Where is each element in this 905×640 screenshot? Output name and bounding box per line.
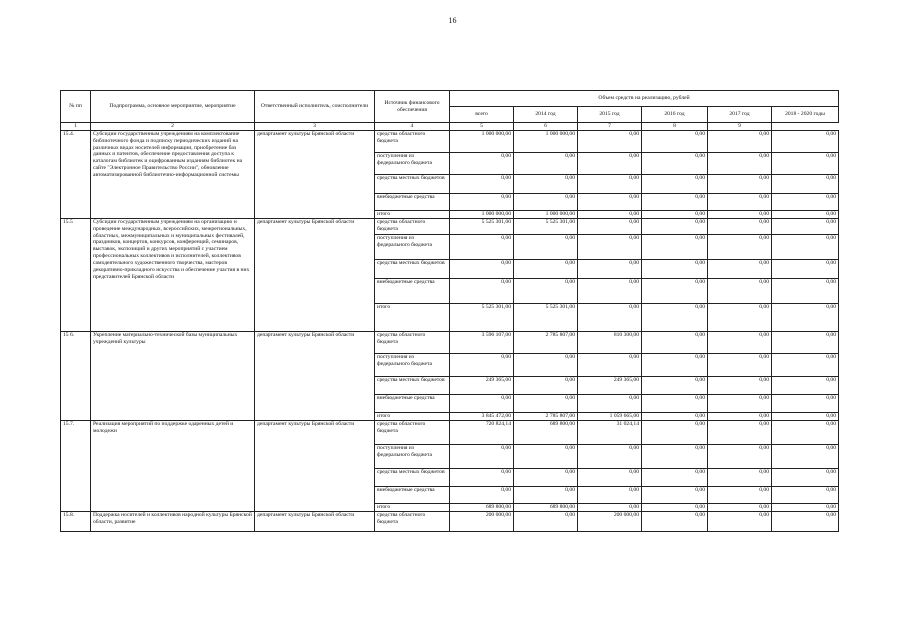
amount-cell: 0,00: [514, 512, 578, 532]
item-number: 15 6.: [61, 332, 91, 421]
amount-cell: 0,00: [708, 421, 772, 445]
amount-cell: 0,00: [772, 219, 839, 235]
funding-source: средства местных бюджетов: [375, 377, 450, 395]
item-name: Поддержка носителей и коллективов народной культуры Брянской области, развитие: [91, 512, 255, 532]
amount-cell: 0,00: [642, 304, 708, 332]
item-name: Реализация мероприятий по поддержке одаренных детей и молодежи: [91, 421, 255, 512]
column-number: 9: [708, 123, 772, 131]
funding-source: внебюджетные средства: [375, 279, 450, 304]
amount-cell: 0,00: [642, 332, 708, 354]
amount-cell: 249 365,00: [578, 377, 642, 395]
item-executor: департамент культуры Брянской области: [255, 421, 375, 512]
amount-cell: 0,00: [450, 175, 514, 194]
table-row: [61, 421, 839, 445]
amount-cell: 0,00: [450, 487, 514, 504]
funding-source: итого: [375, 504, 450, 512]
amount-cell: 0,00: [772, 211, 839, 219]
header-year: 2016 год: [642, 107, 708, 123]
amount-cell: 0,00: [772, 487, 839, 504]
amount-cell: 0,00: [450, 153, 514, 175]
amount-cell: 689 800,00: [514, 504, 578, 512]
amount-cell: 0,00: [772, 131, 839, 153]
item-number: 15.5: [61, 219, 91, 332]
funding-source: средства областного бюджета: [375, 332, 450, 354]
amount-cell: 0,00: [708, 153, 772, 175]
amount-cell: 0,00: [708, 260, 772, 279]
amount-cell: 0,00: [708, 354, 772, 377]
funding-source: итого: [375, 304, 450, 332]
amount-cell: 0,00: [708, 175, 772, 194]
amount-cell: 0,00: [450, 354, 514, 377]
amount-cell: 0,00: [578, 194, 642, 211]
amount-cell: 0,00: [708, 279, 772, 304]
amount-cell: 0,00: [708, 304, 772, 332]
amount-cell: 0,00: [578, 153, 642, 175]
amount-cell: 0,00: [578, 175, 642, 194]
item-name: Субсидии государственным учреждениям на организацию и проведение международных, всероссийских, межрегиональных, областных, межмуниципальных и муниципальных фестивалей, праздников, концертов, конкурсов, конференций, семинаров, выставок, экспозиций и других мероприятий с участием профессиональных коллективов и исполнителей, коллективов самодеятельного художественного творчества, мастеров декоративно-прикладного искусства и обеспечение участия в них представителей Брянской области: [91, 219, 255, 332]
amount-cell: 0,00: [772, 377, 839, 395]
amount-cell: 0,00: [772, 279, 839, 304]
funding-source: внебюджетные средства: [375, 194, 450, 211]
amount-cell: 0,00: [708, 469, 772, 487]
column-number: 6: [514, 123, 578, 131]
amount-cell: 0,00: [642, 131, 708, 153]
amount-cell: 0,00: [772, 235, 839, 260]
header-year: 2017 год: [708, 107, 772, 123]
amount-cell: 0,00: [642, 487, 708, 504]
amount-cell: 0,00: [708, 219, 772, 235]
amount-cell: 0,00: [772, 332, 839, 354]
amount-cell: 0,00: [642, 354, 708, 377]
item-number: 15.4.: [61, 131, 91, 219]
amount-cell: 0,00: [772, 504, 839, 512]
amount-cell: 0,00: [642, 219, 708, 235]
funding-source: средства областного бюджета: [375, 421, 450, 445]
amount-cell: 0,00: [772, 469, 839, 487]
amount-cell: 0,00: [450, 469, 514, 487]
amount-cell: 1 000 000,00: [450, 211, 514, 219]
column-number: 7: [578, 123, 642, 131]
header-year: всего: [450, 107, 514, 123]
amount-cell: 0,00: [642, 194, 708, 211]
funding-source: внебюджетные средства: [375, 395, 450, 413]
amount-cell: 0,00: [708, 512, 772, 532]
amount-cell: 689 800,00: [514, 421, 578, 445]
amount-cell: 2 785 807,00: [514, 413, 578, 421]
amount-cell: 0,00: [708, 377, 772, 395]
amount-cell: 200 000,00: [450, 512, 514, 532]
amount-cell: 0,00: [772, 421, 839, 445]
amount-cell: 0,00: [642, 377, 708, 395]
amount-cell: 0,00: [708, 332, 772, 354]
item-number: 15.8.: [61, 512, 91, 532]
amount-cell: 0,00: [642, 235, 708, 260]
amount-cell: 0,00: [772, 395, 839, 413]
amount-cell: 0,00: [578, 469, 642, 487]
amount-cell: 0,00: [514, 354, 578, 377]
amount-cell: 0,00: [642, 445, 708, 469]
column-numbers-row: [61, 123, 839, 131]
amount-cell: 0,00: [578, 219, 642, 235]
column-number: 5: [450, 123, 514, 131]
funding-source: поступления из федерального бюджета: [375, 354, 450, 377]
column-number: 3: [255, 123, 375, 131]
amount-cell: 0,00: [514, 175, 578, 194]
amount-cell: 0,00: [772, 175, 839, 194]
header-source: Источник финансового обеспечения: [375, 91, 450, 123]
amount-cell: 0,00: [642, 413, 708, 421]
column-number: 4: [375, 123, 450, 131]
column-number: 2: [91, 123, 255, 131]
table-row: [61, 131, 839, 153]
amount-cell: 3 845 472,00: [450, 413, 514, 421]
header-executor: Ответственный исполнитель, соисполнители: [255, 91, 375, 123]
funding-source: средства областного бюджета: [375, 131, 450, 153]
table-row: [61, 219, 839, 235]
item-executor: департамент культуры Брянской области: [255, 332, 375, 421]
amount-cell: 2 785 807,00: [514, 332, 578, 354]
item-executor: департамент культуры Брянской области: [255, 219, 375, 332]
amount-cell: 0,00: [772, 194, 839, 211]
amount-cell: 0,00: [642, 421, 708, 445]
amount-cell: 0,00: [772, 413, 839, 421]
amount-cell: 0,00: [772, 304, 839, 332]
column-number: 1: [61, 123, 91, 131]
amount-cell: 0,00: [578, 304, 642, 332]
amount-cell: 0,00: [578, 445, 642, 469]
funding-source: средства местных бюджетов: [375, 469, 450, 487]
amount-cell: 0,00: [642, 279, 708, 304]
amount-cell: 0,00: [514, 395, 578, 413]
amount-cell: 0,00: [642, 211, 708, 219]
amount-cell: 0,00: [514, 260, 578, 279]
amount-cell: 3 596 107,00: [450, 332, 514, 354]
amount-cell: 5 525 301,00: [450, 304, 514, 332]
table-row: [61, 512, 839, 532]
amount-cell: 0,00: [514, 235, 578, 260]
amount-cell: 0,00: [772, 512, 839, 532]
amount-cell: 720 824,14: [450, 421, 514, 445]
amount-cell: 200 000,00: [578, 512, 642, 532]
amount-cell: 0,00: [642, 395, 708, 413]
amount-cell: 0,00: [772, 354, 839, 377]
amount-cell: 0,00: [514, 279, 578, 304]
header-year: 2015 год: [578, 107, 642, 123]
header-num: № пп: [61, 91, 91, 123]
header-volume: Объем средств на реализацию, рублей: [450, 91, 839, 107]
amount-cell: 0,00: [514, 153, 578, 175]
item-name: Укрепление материально-технической базы муниципальных учреждений культуры: [91, 332, 255, 421]
amount-cell: 0,00: [708, 211, 772, 219]
amount-cell: 0,00: [642, 260, 708, 279]
amount-cell: 0,00: [578, 235, 642, 260]
funding-source: поступления из федерального бюджета: [375, 235, 450, 260]
amount-cell: 0,00: [578, 279, 642, 304]
amount-cell: 5 525 301,00: [514, 304, 578, 332]
amount-cell: 0,00: [772, 445, 839, 469]
amount-cell: 0,00: [578, 131, 642, 153]
amount-cell: 0,00: [514, 445, 578, 469]
funding-source: итого: [375, 211, 450, 219]
funding-source: внебюджетные средства: [375, 487, 450, 504]
funding-source: средства местных бюджетов: [375, 175, 450, 194]
funding-source: итого: [375, 413, 450, 421]
amount-cell: 1 000 000,00: [450, 131, 514, 153]
item-executor: департамент культуры Брянской области: [255, 131, 375, 219]
funding-source: средства областного бюджета: [375, 219, 450, 235]
amount-cell: 1 000 000,00: [514, 211, 578, 219]
item-name: Субсидии государственным учреждениям на комплектование библиотечного фонда и подписку периодических изданий на различных видах носителей информации, приобретение баз данных и патентов, обеспечение предоставления доступа к каталогам библиотек и оцифрованным изданиям библиотек на сайте "Электронное Правительство России", обновление автоматизированной библиотечно-информационной системы: [91, 131, 255, 219]
amount-cell: 0,00: [450, 260, 514, 279]
table-body: [61, 131, 839, 532]
funding-source: средства местных бюджетов: [375, 260, 450, 279]
amount-cell: 0,00: [514, 194, 578, 211]
amount-cell: 0,00: [578, 487, 642, 504]
amount-cell: 0,00: [578, 211, 642, 219]
item-number: 15.7.: [61, 421, 91, 512]
amount-cell: 0,00: [514, 377, 578, 395]
amount-cell: 0,00: [450, 445, 514, 469]
amount-cell: 0,00: [708, 194, 772, 211]
amount-cell: 0,00: [708, 413, 772, 421]
amount-cell: 0,00: [708, 235, 772, 260]
amount-cell: 0,00: [450, 395, 514, 413]
header-program: Подпрограмма, основное мероприятие, мероприятие: [91, 91, 255, 123]
amount-cell: 0,00: [708, 131, 772, 153]
amount-cell: 689 800,00: [450, 504, 514, 512]
header-year: 2018 - 2020 годы: [772, 107, 839, 123]
amount-cell: 1 000 000,00: [514, 131, 578, 153]
amount-cell: 0,00: [514, 469, 578, 487]
amount-cell: 0,00: [450, 279, 514, 304]
item-executor: департамент культуры Брянской области: [255, 512, 375, 532]
amount-cell: 0,00: [772, 260, 839, 279]
header-year: 2014 год: [514, 107, 578, 123]
amount-cell: 0,00: [642, 512, 708, 532]
amount-cell: 0,00: [450, 235, 514, 260]
amount-cell: 0,00: [578, 354, 642, 377]
amount-cell: 0,00: [514, 487, 578, 504]
amount-cell: 0,00: [708, 445, 772, 469]
amount-cell: 5 525 301,00: [450, 219, 514, 235]
amount-cell: 0,00: [578, 504, 642, 512]
amount-cell: 0,00: [642, 504, 708, 512]
budget-table: [60, 90, 839, 532]
page-number: 16: [448, 16, 457, 25]
table-row: [61, 332, 839, 354]
amount-cell: 0,00: [708, 395, 772, 413]
amount-cell: 5 525 301,00: [514, 219, 578, 235]
funding-source: поступления из федерального бюджета: [375, 445, 450, 469]
amount-cell: 1 059 665,00: [578, 413, 642, 421]
amount-cell: 0,00: [772, 153, 839, 175]
amount-cell: 0,00: [578, 260, 642, 279]
amount-cell: 0,00: [578, 395, 642, 413]
amount-cell: 31 024,14: [578, 421, 642, 445]
amount-cell: 0,00: [708, 487, 772, 504]
amount-cell: 0,00: [450, 194, 514, 211]
amount-cell: 0,00: [708, 504, 772, 512]
amount-cell: 0,00: [642, 175, 708, 194]
amount-cell: 0,00: [642, 153, 708, 175]
column-number: 8: [642, 123, 708, 131]
amount-cell: 249 365,00: [450, 377, 514, 395]
amount-cell: 810 300,00: [578, 332, 642, 354]
funding-source: средства областного бюджета: [375, 512, 450, 532]
funding-source: поступления из федерального бюджета: [375, 153, 450, 175]
amount-cell: 0,00: [642, 469, 708, 487]
